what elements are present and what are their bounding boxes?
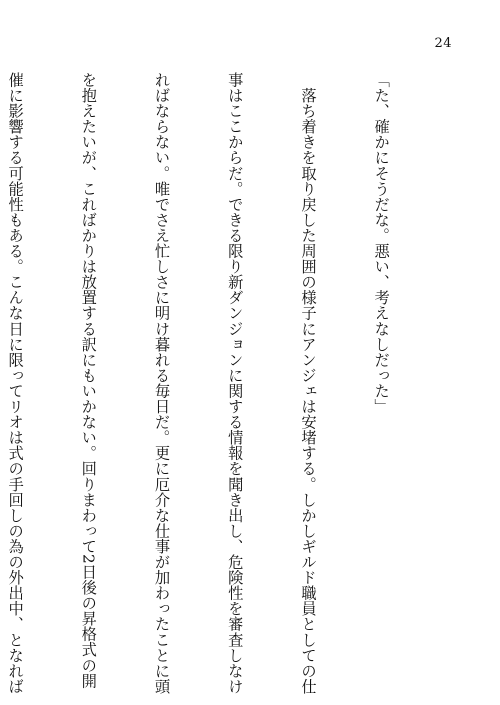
text-line: ればならない。唯でさえ忙しさに明け暮れる毎日だ。更に厄介な仕事が加わったことに頭 xyxy=(152,72,171,694)
page-number: 24 xyxy=(434,36,452,51)
text-line: 催に影響する可能性もある。こんな日に限ってリオは式の手回しの為の外出中、となれば xyxy=(6,72,25,694)
text-line: を抱えたいが、こればかりは放置する訳にもいかない。回りまわって2日後の昇格式の開 xyxy=(79,72,98,689)
text-line: 落ち着きを取り戻した周囲の様子にアンジェは安堵する。しかしギルド職員としての仕 xyxy=(298,72,317,694)
text-line: 事はここからだ。できる限り新ダンジョンに関する情報を聞き出し、危険性を審査しなけ xyxy=(225,72,244,694)
body-text xyxy=(0,72,442,694)
text-line: 「た、確かにそうだな。悪い、考えなしだった」 xyxy=(372,72,391,415)
